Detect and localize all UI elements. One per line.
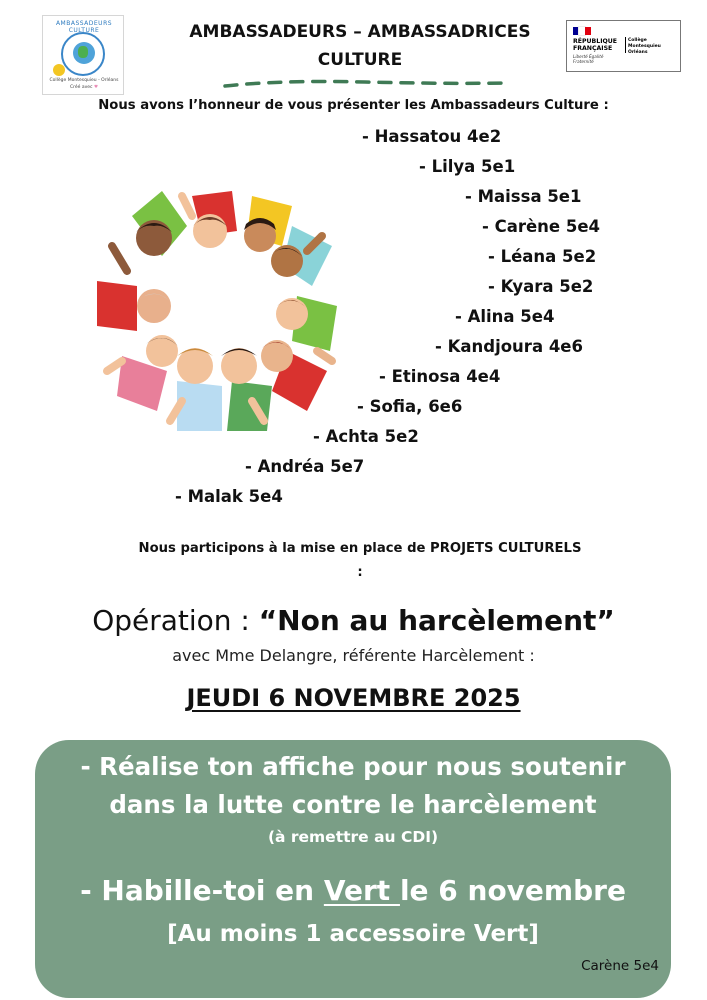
call-to-action-box [35, 740, 671, 998]
ambassador-item: - Kyara 5e2 [488, 277, 594, 296]
projects-text [80, 537, 640, 585]
sun-icon [53, 64, 65, 76]
people-circle-illustration [92, 186, 342, 431]
dress-before: - Habille-toi en [80, 874, 324, 907]
operation-name: “Non au harcèlement” [258, 604, 615, 637]
ambassador-item: - Carène 5e4 [482, 217, 600, 236]
logo-tagline-row [45, 85, 123, 90]
logo-arc-text: AMBASSADEURS CULTURE [55, 20, 113, 34]
republic-name: RÉPUBLIQUE FRANÇAISE [573, 38, 618, 52]
operation-heading [0, 600, 707, 642]
ambassador-item: - Léana 5e2 [488, 247, 597, 266]
action-poster-note: (à remettre au CDI) [267, 828, 439, 846]
logo-separator [625, 37, 626, 53]
globe-icon [73, 42, 95, 64]
dress-vert: Vert [323, 874, 400, 907]
referent-text: avec Mme Delangre, référente Harcèlement : [172, 646, 535, 665]
action-accessory-note: [Au moins 1 accessoire Vert] [167, 921, 539, 947]
ambassador-item: - Achta 5e2 [313, 427, 419, 446]
event-date: JEUDI 6 NOVEMBRE 2025 [186, 684, 521, 712]
heart-icon: ♥ [93, 85, 98, 90]
intro-text: Nous avons l’honneur de vous présenter les Ambassadeurs Culture : [98, 98, 609, 113]
projects-line-1: Nous participons à la mise en place de PROJETS CULTURELS [138, 541, 582, 556]
logo-tagline: Créé avec [69, 85, 93, 90]
action-dress-line [35, 870, 671, 912]
ambassador-item: - Lilya 5e1 [419, 157, 516, 176]
signature-text: Carène 5e4 [581, 958, 659, 974]
dashed-underline-decoration [220, 76, 510, 92]
ambassador-item: - Alina 5e4 [455, 307, 555, 326]
ambassador-item: - Hassatou 4e2 [362, 127, 502, 146]
title-line-2: CULTURE [317, 50, 403, 70]
projects-line-2: : [357, 565, 363, 580]
republique-francaise-logo [566, 20, 681, 72]
ambassador-item: - Etinosa 4e4 [379, 367, 501, 386]
dress-after: le 6 novembre [399, 874, 626, 907]
ambassador-item: - Malak 5e4 [175, 487, 283, 506]
page-title [150, 18, 570, 74]
french-flag-icon [573, 27, 591, 35]
action-poster-line-2: dans la lutte contre le harcèlement [109, 790, 597, 819]
operation-prefix: Opération : [92, 604, 259, 637]
title-line-1: AMBASSADEURS – AMBASSADRICES [189, 22, 531, 42]
ambassador-item: - Maissa 5e1 [465, 187, 582, 206]
college-name: Collège Montesquieu Orléans [628, 38, 661, 55]
logo-subtitle: Collège Montesquieu - Orléans [49, 78, 119, 83]
ambassador-item: - Kandjoura 4e6 [435, 337, 583, 356]
ambassadeurs-culture-logo [42, 15, 124, 95]
republic-motto: Liberté Égalité Fraternité [573, 54, 604, 64]
ambassador-item: - Sofia, 6e6 [357, 397, 463, 416]
action-poster-line-1: - Réalise ton affiche pour nous soutenir [80, 752, 626, 781]
ambassador-item: - Andréa 5e7 [245, 457, 365, 476]
